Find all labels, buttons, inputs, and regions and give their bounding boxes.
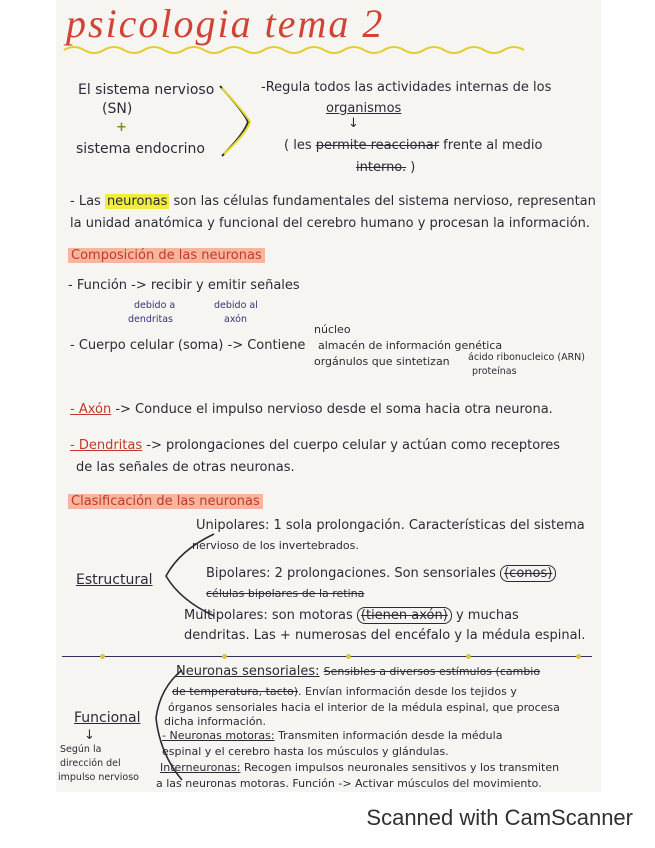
divider-dot xyxy=(466,654,471,659)
debido-dendritas-label-2: dendritas xyxy=(128,314,173,325)
intro-regula-line: -Regula todos las actividades internas de los xyxy=(261,80,552,95)
title-underline-decoration xyxy=(62,42,532,56)
segun-label-1: Según la xyxy=(60,744,102,755)
proteinas-label: proteínas xyxy=(472,366,517,377)
funcional-arrow-icon: ↓ xyxy=(84,728,95,743)
bipolares-line-1: Bipolares: 2 prolongaciones. Son sensoriales (conos) xyxy=(206,566,556,582)
unipolares-line-2: nervioso de los invertebrados. xyxy=(192,539,359,552)
funcional-label: Funcional xyxy=(74,710,141,726)
debido-axon-label-2: axón xyxy=(224,314,247,325)
unipolares-line-1: Unipolares: 1 sola prolongación. Características del sistema xyxy=(196,518,585,533)
intro-plus-sign: + xyxy=(116,120,127,135)
segun-label-3: impulso nervioso xyxy=(58,772,139,783)
intro-sn-abbr: (SN) xyxy=(102,101,133,117)
intro-interno-line: interno. ) xyxy=(356,160,416,175)
sensoriales-line-2: de temperatura, tacto). Envían información desde los tejidos y xyxy=(172,685,517,698)
almacen-label: almacén de información genética xyxy=(318,339,503,352)
multipolares-line-1: Multipolares: son motoras (tienen axón) y muchas xyxy=(184,608,519,623)
intro-sistema-endocrino: sistema endocrino xyxy=(76,141,205,157)
debido-axon-label-1: debido al xyxy=(214,300,258,311)
neuronas-definition-line-2: la unidad anatómica y funcional del cerebro humano y procesan la información. xyxy=(70,216,590,231)
debido-dendritas-label-1: debido a xyxy=(134,300,176,311)
funcion-line: - Función -> recibir y emitir señales xyxy=(68,278,300,293)
interneuronas-line-2: a las neuronas motoras. Función -> Activar músculos del movimiento. xyxy=(156,777,542,790)
intro-organismos: organismos xyxy=(326,101,402,116)
segun-label-2: dirección del xyxy=(60,758,121,769)
nucleo-label: núcleo xyxy=(314,323,351,336)
sensoriales-line-1: Neuronas sensoriales: Sensibles a diversos estímulos (cambio xyxy=(176,664,541,679)
divider-dot xyxy=(576,654,581,659)
divider-dot xyxy=(100,654,105,659)
interneuronas-line-1: Interneuronas: Recogen impulsos neuronales sensitivos y los transmiten xyxy=(160,761,560,774)
dendritas-line-1: - Dendritas -> prolongaciones del cuerpo celular y actúan como receptores xyxy=(70,438,561,453)
sensoriales-line-4: dicha información. xyxy=(164,715,267,728)
motoras-line-1: - Neuronas motoras: Transmiten información desde la médula xyxy=(162,729,503,742)
acido-ribonucleico-label: ácido ribonucleico (ARN) xyxy=(468,352,585,363)
organulos-label: orgánulos que sintetizan xyxy=(314,355,450,368)
notebook-page xyxy=(56,0,601,792)
divider-dot xyxy=(222,654,227,659)
clasificacion-heading: Clasificación de las neuronas xyxy=(68,494,263,509)
intro-arrow-down-icon: ↓ xyxy=(348,116,359,131)
multipolares-line-2: dendritas. Las + numerosas del encéfalo y la médula espinal. xyxy=(184,628,586,643)
intro-les-permite-line: ( les permite reaccionar frente al medio xyxy=(284,138,543,153)
dendritas-line-2: de las señales de otras neuronas. xyxy=(76,460,295,475)
neuronas-definition-line-1: - Las neuronas son las células fundamentales del sistema nervioso, representan xyxy=(70,194,596,209)
page-title: psicologia tema 2 xyxy=(66,1,385,46)
intro-brace-icon xyxy=(216,82,256,162)
estructural-label: Estructural xyxy=(76,572,153,588)
section-divider xyxy=(62,656,592,657)
composicion-heading: Composición de las neuronas xyxy=(68,248,265,263)
camscanner-watermark: Scanned with CamScanner xyxy=(366,805,633,830)
cuerpo-celular-line: - Cuerpo celular (soma) -> Contiene xyxy=(70,338,306,353)
divider-dot xyxy=(346,654,351,659)
sensoriales-line-3: órganos sensoriales hacia el interior de la médula espinal, que procesa xyxy=(168,701,560,714)
axon-line: - Axón -> Conduce el impulso nervioso desde el soma hacia otra neurona. xyxy=(70,402,553,417)
intro-sistema-nervioso: El sistema nervioso xyxy=(78,82,215,98)
bipolares-line-2: células bipolares de la retina xyxy=(206,587,365,600)
motoras-line-2: espinal y el cerebro hasta los músculos y glándulas. xyxy=(162,745,449,758)
